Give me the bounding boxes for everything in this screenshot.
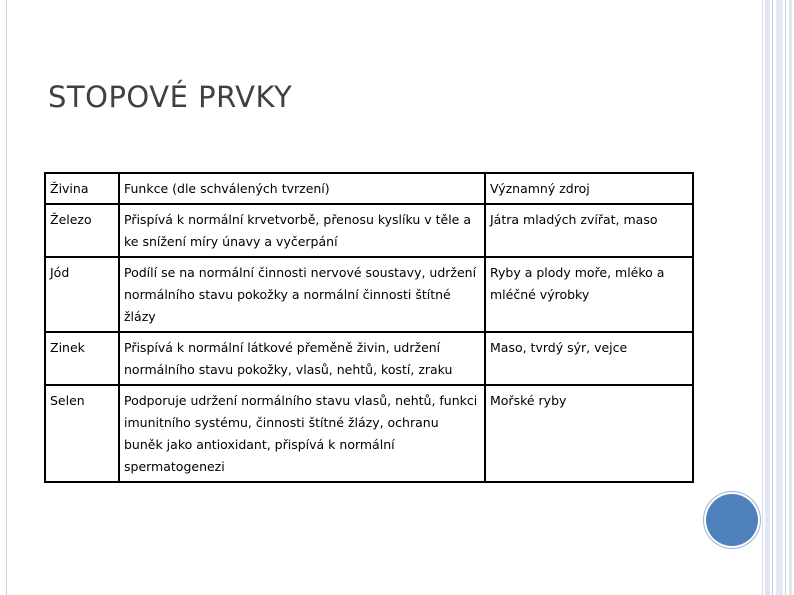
cell-source: Ryby a plody moře, mléko a mléčné výrobky: [485, 257, 693, 332]
table-row: [45, 385, 693, 482]
cell-nutrient: Železo: [45, 204, 119, 257]
decorative-circle-icon: [706, 494, 758, 546]
slide-frame-left-line: [6, 0, 7, 595]
header-nutrient: Živina: [45, 173, 119, 204]
cell-function: Podporuje udržení normálního stavu vlasů, nehtů, funkci imunitního systému, činnosti štítné žlázy, ochranu buněk jako antioxidant, přispívá k normální spermatogenezi: [119, 385, 485, 482]
cell-nutrient: Jód: [45, 257, 119, 332]
slide-title: STOPOVÉ PRVKY: [48, 80, 293, 114]
cell-source: Játra mladých zvířat, maso: [485, 204, 693, 257]
header-source: Významný zdroj: [485, 173, 693, 204]
table-header-row: [45, 173, 693, 204]
table-row: [45, 257, 693, 332]
table-row: [45, 204, 693, 257]
header-function: Funkce (dle schválených tvrzení): [119, 173, 485, 204]
cell-source: Maso, tvrdý sýr, vejce: [485, 332, 693, 385]
cell-source: Mořské ryby: [485, 385, 693, 482]
slide-frame-right-lines: [762, 0, 794, 595]
cell-nutrient: Selen: [45, 385, 119, 482]
cell-function: Podílí se na normální činnosti nervové soustavy, udržení normálního stavu pokožky a normální činnosti štítné žlázy: [119, 257, 485, 332]
table-row: [45, 332, 693, 385]
cell-function: Přispívá k normální látkové přeměně živin, udržení normálního stavu pokožky, vlasů, nehtů, kostí, zraku: [119, 332, 485, 385]
cell-function: Přispívá k normální krvetvorbě, přenosu kyslíku v těle a ke snížení míry únavy a vyčerpání: [119, 204, 485, 257]
cell-nutrient: Zinek: [45, 332, 119, 385]
trace-elements-table: [44, 172, 694, 483]
